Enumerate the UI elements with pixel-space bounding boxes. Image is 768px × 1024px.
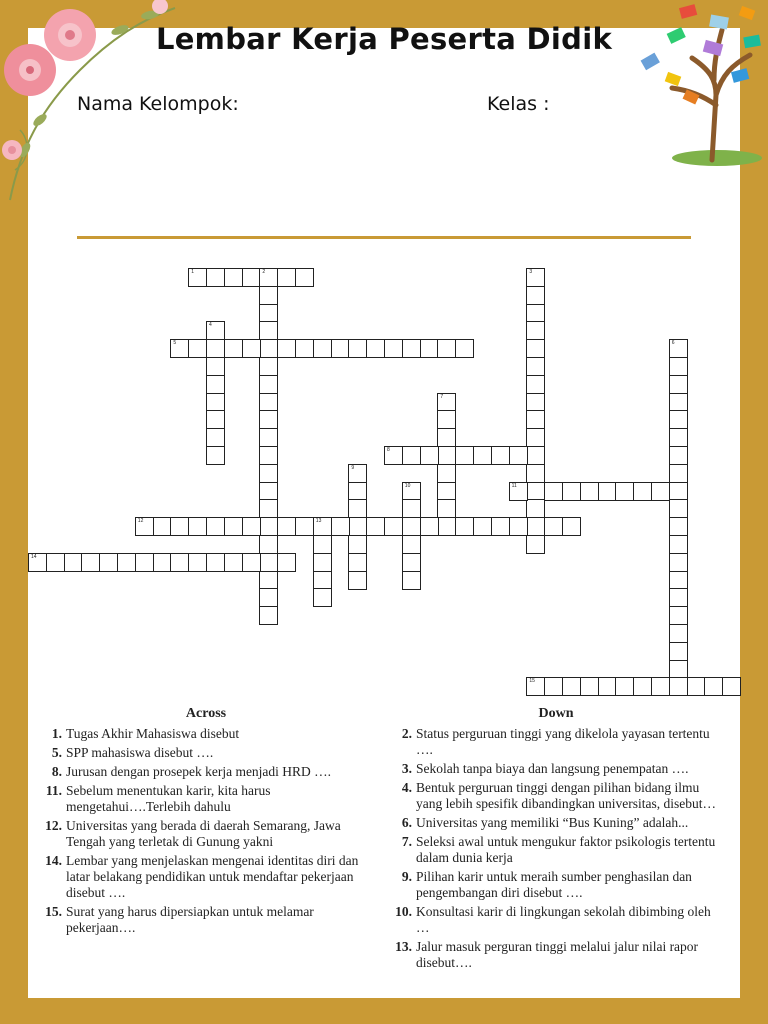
clue-text: Jalur masuk perguran tinggi melalui jalur nilai rapor disebut….	[416, 939, 699, 970]
crossword-cell[interactable]	[526, 321, 545, 340]
crossword-cell[interactable]	[259, 375, 278, 394]
cell-number: 7	[440, 393, 444, 400]
crossword-cell[interactable]	[242, 268, 261, 287]
crossword-cell[interactable]	[259, 571, 278, 590]
crossword-cell[interactable]	[259, 339, 278, 358]
crossword-cell[interactable]	[170, 339, 189, 358]
crossword-cell[interactable]	[580, 482, 599, 501]
crossword-cell[interactable]	[669, 553, 688, 572]
crossword-cell[interactable]	[224, 517, 243, 536]
crossword-cell[interactable]	[46, 553, 65, 572]
crossword-cell[interactable]	[562, 517, 581, 536]
crossword-cell[interactable]	[259, 517, 278, 536]
crossword-cell[interactable]	[473, 517, 492, 536]
crossword-cell[interactable]	[348, 482, 367, 501]
crossword-cell[interactable]	[206, 428, 225, 447]
crossword-cell[interactable]	[687, 677, 706, 696]
clue-text: Tugas Akhir Mahasiswa disebut	[66, 726, 240, 741]
clue-number: 15.	[45, 904, 62, 919]
crossword-cell[interactable]	[188, 268, 207, 287]
crossword-cell[interactable]	[402, 571, 421, 590]
crossword-cell[interactable]	[526, 357, 545, 376]
crossword-cell[interactable]	[117, 553, 136, 572]
clue-text: Seleksi awal untuk mengukur faktor psikologis tertentu dalam dunia kerja	[416, 834, 716, 865]
crossword-cell[interactable]	[455, 517, 474, 536]
crossword-cell[interactable]	[669, 428, 688, 447]
across-heading: Across	[185, 706, 227, 721]
crossword-cell[interactable]	[348, 535, 367, 554]
crossword-cell[interactable]	[384, 517, 403, 536]
crossword-cell[interactable]	[277, 339, 296, 358]
cell-number: 4	[209, 322, 212, 329]
crossword-cell[interactable]	[651, 482, 670, 501]
crossword-cell[interactable]	[331, 517, 350, 536]
crossword-cell[interactable]	[206, 410, 225, 429]
crossword-cell[interactable]	[135, 517, 154, 536]
class-label: Kelas :	[487, 93, 550, 115]
down-clue	[386, 780, 726, 812]
crossword-cell[interactable]	[544, 677, 563, 696]
crossword-cell[interactable]	[437, 499, 456, 518]
crossword-cell[interactable]	[259, 428, 278, 447]
crossword-cell[interactable]	[420, 446, 439, 465]
crossword-cell[interactable]	[259, 268, 278, 287]
crossword-cell[interactable]	[331, 339, 350, 358]
crossword-cell[interactable]	[437, 517, 456, 536]
crossword-cell[interactable]	[544, 482, 563, 501]
crossword-cell[interactable]	[188, 553, 207, 572]
crossword-cell[interactable]	[295, 268, 314, 287]
clue-number: 9.	[401, 869, 412, 884]
crossword-cell[interactable]	[313, 553, 332, 572]
crossword-cell[interactable]	[669, 677, 688, 696]
crossword-cell[interactable]	[277, 268, 296, 287]
crossword-cell[interactable]	[206, 553, 225, 572]
crossword-cell[interactable]	[526, 517, 545, 536]
down-clue	[386, 834, 726, 866]
clue-text: Lembar yang menjelaskan mengenai identitas diri dan latar belakang pendidikan untuk mendaftar pekerjaan disebut ….	[66, 853, 359, 900]
crossword-cell[interactable]	[348, 571, 367, 590]
crossword-cell[interactable]	[402, 482, 421, 501]
crossword-cell[interactable]	[669, 446, 688, 465]
crossword-cell[interactable]	[188, 339, 207, 358]
clue-number: 3.	[401, 761, 412, 776]
crossword-cell[interactable]	[526, 339, 545, 358]
crossword-cell[interactable]	[722, 677, 741, 696]
crossword-cell[interactable]	[295, 339, 314, 358]
clue-text: SPP mahasiswa disebut ….	[66, 745, 214, 760]
crossword-cell[interactable]	[259, 304, 278, 323]
cell-number: 3	[529, 269, 533, 275]
crossword-cell[interactable]	[206, 268, 225, 287]
crossword-cell[interactable]	[669, 588, 688, 607]
crossword-cell[interactable]	[633, 677, 652, 696]
crossword-cell[interactable]	[669, 535, 688, 554]
across-clues	[36, 706, 376, 939]
crossword-cell[interactable]	[259, 588, 278, 607]
crossword-cell[interactable]	[669, 339, 688, 358]
crossword-cell[interactable]	[259, 606, 278, 625]
crossword-cell[interactable]	[526, 304, 545, 323]
crossword-cell[interactable]	[651, 677, 670, 696]
crossword-cell[interactable]	[366, 517, 385, 536]
crossword-cell[interactable]	[206, 357, 225, 376]
clue-number: 6.	[401, 815, 412, 830]
crossword-cell[interactable]	[598, 482, 617, 501]
crossword-cell[interactable]	[615, 677, 634, 696]
crossword-cell[interactable]	[224, 339, 243, 358]
clue-number: 12.	[45, 818, 62, 833]
clue-text: Pilihan karir untuk meraih sumber penghasilan dan pengembangan diri disebut ….	[416, 869, 692, 900]
page-title: Lembar Kerja Peserta Didik	[155, 22, 613, 56]
crossword-cell[interactable]	[420, 339, 439, 358]
crossword-cell[interactable]	[669, 624, 688, 643]
crossword-cell[interactable]	[348, 464, 367, 483]
crossword-cell[interactable]	[242, 517, 261, 536]
crossword-cell[interactable]	[669, 499, 688, 518]
crossword-cell[interactable]	[384, 446, 403, 465]
clue-number: 13.	[395, 939, 412, 954]
clue-text: Bentuk perguruan tinggi dengan pilihan bidang ilmu yang lebih spesifik dibandingkan universitas, disebut…	[416, 780, 716, 811]
crossword-cell[interactable]	[402, 339, 421, 358]
crossword-cell[interactable]	[437, 428, 456, 447]
cell-number: 10	[404, 482, 411, 489]
crossword-cell[interactable]	[669, 660, 688, 679]
clue-text: Universitas yang memiliki “Bus Kuning” adalah...	[416, 815, 689, 830]
crossword-cell[interactable]	[526, 286, 545, 305]
crossword-cell[interactable]	[206, 321, 225, 340]
crossword-cell[interactable]	[526, 393, 545, 412]
crossword-cell[interactable]	[170, 517, 189, 536]
cell-number: 11	[511, 482, 517, 489]
cell-number: 8	[387, 447, 390, 453]
crossword-cell[interactable]	[437, 446, 456, 465]
crossword-cell[interactable]	[348, 517, 367, 536]
crossword-cell[interactable]	[99, 553, 118, 572]
crossword-cell[interactable]	[562, 482, 581, 501]
clue-number: 11.	[45, 783, 62, 798]
crossword-cell[interactable]	[384, 339, 403, 358]
crossword-cell[interactable]	[242, 339, 261, 358]
crossword-cell[interactable]	[598, 677, 617, 696]
cell-number: 12	[137, 518, 144, 525]
crossword-cell[interactable]	[633, 482, 652, 501]
clue-text: Universitas yang berada di daerah Semarang, Jawa Tengah yang terletak di Gunung yakni	[66, 818, 341, 849]
crossword-cell[interactable]	[259, 357, 278, 376]
crossword-cell[interactable]	[348, 553, 367, 572]
crossword-cell[interactable]	[402, 553, 421, 572]
cell-number: 5	[173, 340, 177, 347]
cell-number: 2	[262, 269, 266, 275]
clue-number: 8.	[51, 764, 62, 779]
down-clue	[386, 904, 726, 936]
down-clue	[386, 869, 726, 901]
crossword-cell[interactable]	[669, 410, 688, 429]
crossword-cell[interactable]	[188, 517, 207, 536]
crossword-cell[interactable]	[313, 571, 332, 590]
crossword-cell[interactable]	[402, 446, 421, 465]
crossword-cell[interactable]	[669, 642, 688, 661]
crossword-cell[interactable]	[669, 357, 688, 376]
crossword-cell[interactable]	[669, 375, 688, 394]
crossword-cell[interactable]	[153, 517, 172, 536]
clue-number: 2.	[401, 726, 412, 741]
crossword-cell[interactable]	[526, 446, 545, 465]
crossword-cell[interactable]	[224, 553, 243, 572]
crossword-cell[interactable]	[437, 339, 456, 358]
crossword-cell[interactable]	[420, 517, 439, 536]
down-clues	[386, 706, 726, 974]
crossword-cell[interactable]	[402, 535, 421, 554]
crossword-cell[interactable]	[259, 321, 278, 340]
crossword-cell[interactable]	[206, 393, 225, 412]
crossword-cell[interactable]	[526, 268, 545, 287]
clue-number: 10.	[395, 904, 412, 919]
clue-text: Jurusan dengan prosepek kerja menjadi HRD ….	[66, 764, 332, 779]
clue-number: 4.	[401, 780, 412, 795]
crossword-cell[interactable]	[544, 517, 563, 536]
crossword-cell[interactable]	[259, 410, 278, 429]
clue-text: Konsultasi karir di lingkungan sekolah dibimbing oleh …	[416, 904, 711, 935]
crossword-cell[interactable]	[366, 339, 385, 358]
crossword-cell[interactable]	[259, 464, 278, 483]
clue-text: Status perguruan tinggi yang dikelola yayasan tertentu ….	[416, 726, 710, 757]
crossword-cell[interactable]	[206, 446, 225, 465]
crossword-cell[interactable]	[206, 339, 225, 358]
crossword-cell[interactable]	[259, 446, 278, 465]
crossword-cell[interactable]	[28, 553, 47, 572]
crossword-cell[interactable]	[526, 499, 545, 518]
crossword-cell[interactable]	[437, 410, 456, 429]
crossword-cell[interactable]	[509, 482, 528, 501]
crossword-cell[interactable]	[526, 677, 545, 696]
crossword-cell[interactable]	[526, 464, 545, 483]
crossword-cell[interactable]	[669, 606, 688, 625]
cell-number: 9	[351, 464, 355, 471]
crossword-cell[interactable]	[295, 517, 314, 536]
crossword-cell[interactable]	[259, 286, 278, 305]
crossword-cell[interactable]	[313, 588, 332, 607]
crossword-cell[interactable]	[437, 393, 456, 412]
across-clue	[36, 904, 376, 936]
down-clue	[386, 939, 726, 971]
across-clue	[36, 745, 376, 761]
across-clue	[36, 853, 376, 901]
down-clue	[386, 815, 726, 831]
crossword-cell[interactable]	[526, 410, 545, 429]
crossword-cell[interactable]	[455, 339, 474, 358]
crossword-cell[interactable]	[473, 446, 492, 465]
crossword-cell[interactable]	[81, 553, 100, 572]
crossword-cell[interactable]	[402, 499, 421, 518]
crossword-cell[interactable]	[259, 535, 278, 554]
crossword-cell[interactable]	[348, 339, 367, 358]
across-clue	[36, 818, 376, 850]
crossword-cell[interactable]	[526, 482, 545, 501]
crossword-cell[interactable]	[669, 517, 688, 536]
crossword-cell[interactable]	[277, 553, 296, 572]
crossword-cell[interactable]	[135, 553, 154, 572]
crossword-cell[interactable]	[526, 535, 545, 554]
crossword-cell[interactable]	[170, 553, 189, 572]
crossword-cell[interactable]	[669, 482, 688, 501]
clue-text: Surat yang harus dipersiapkan untuk melamar pekerjaan….	[66, 904, 314, 935]
crossword-cell[interactable]	[562, 677, 581, 696]
crossword-cell[interactable]	[313, 517, 332, 536]
crossword-cell[interactable]	[491, 446, 510, 465]
down-clue	[386, 761, 726, 777]
crossword-cell[interactable]	[669, 393, 688, 412]
cell-number: 1	[191, 269, 194, 275]
down-clue	[386, 726, 726, 758]
crossword-cell[interactable]	[455, 446, 474, 465]
crossword-cell[interactable]	[206, 517, 225, 536]
crossword-cell[interactable]	[206, 375, 225, 394]
crossword-cell[interactable]	[526, 428, 545, 447]
crossword-cell[interactable]	[491, 517, 510, 536]
crossword-cell[interactable]	[437, 482, 456, 501]
cell-number: 15	[529, 678, 535, 685]
crossword-cell[interactable]	[153, 553, 172, 572]
crossword-cell[interactable]	[704, 677, 723, 696]
clue-text: Sebelum menentukan karir, kita harus mengetahui….Terlebih dahulu	[66, 783, 271, 814]
clue-number: 1.	[51, 726, 62, 741]
cell-number: 6	[671, 340, 675, 347]
crossword-cell[interactable]	[259, 499, 278, 518]
crossword-cell[interactable]	[259, 553, 278, 572]
across-clue	[36, 783, 376, 815]
crossword-cell[interactable]	[615, 482, 634, 501]
crossword-cell[interactable]	[277, 517, 296, 536]
crossword-cell[interactable]	[259, 482, 278, 501]
crossword-cell[interactable]	[64, 553, 83, 572]
across-clue	[36, 726, 376, 742]
crossword-cell[interactable]	[313, 535, 332, 554]
down-heading: Down	[538, 706, 574, 721]
crossword-cell[interactable]	[509, 446, 528, 465]
crossword-cell[interactable]	[509, 517, 528, 536]
cell-number: 13	[315, 518, 322, 525]
group-name-label: Nama Kelompok:	[77, 93, 239, 115]
crossword-cell[interactable]	[669, 464, 688, 483]
crossword-cell[interactable]	[669, 571, 688, 590]
clue-number: 7.	[401, 834, 412, 849]
crossword-cell[interactable]	[313, 339, 332, 358]
crossword-cell[interactable]	[242, 553, 261, 572]
clue-number: 14.	[45, 853, 62, 868]
crossword-cell[interactable]	[526, 375, 545, 394]
crossword-cell[interactable]	[437, 464, 456, 483]
cell-number: 14	[31, 553, 37, 560]
clue-text: Sekolah tanpa biaya dan langsung penempatan ….	[416, 761, 689, 776]
clue-number: 5.	[51, 745, 62, 760]
crossword-cell[interactable]	[224, 268, 243, 287]
crossword-cell[interactable]	[348, 499, 367, 518]
across-clue	[36, 764, 376, 780]
crossword-cell[interactable]	[259, 393, 278, 412]
crossword-cell[interactable]	[402, 517, 421, 536]
crossword-cell[interactable]	[580, 677, 599, 696]
